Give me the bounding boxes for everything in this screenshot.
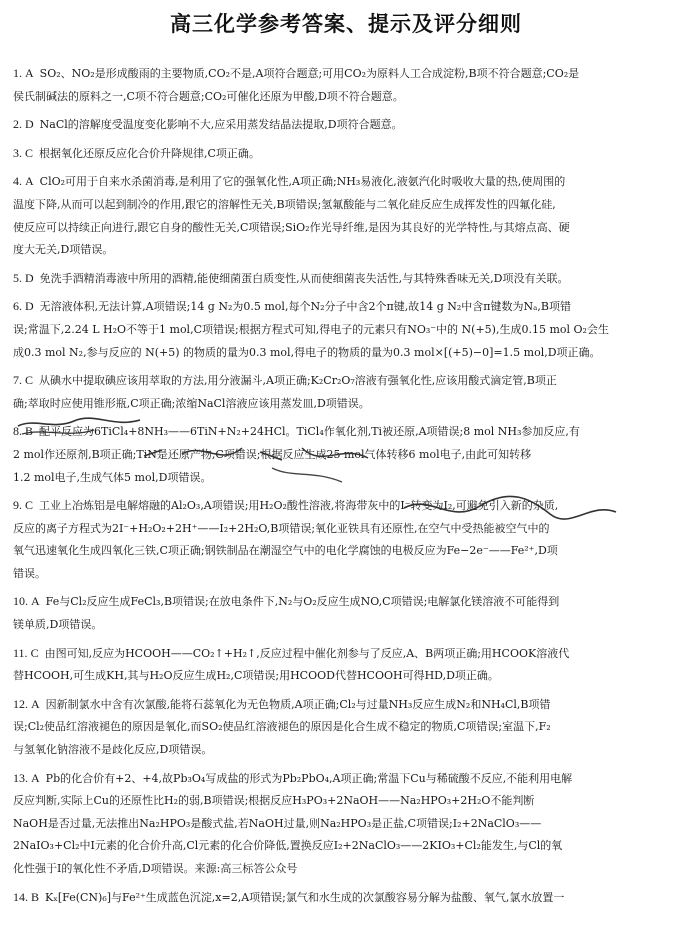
explanation-text: 度大无关,D项错误。 [13,243,114,257]
answer-letter: D [25,117,34,132]
answer-item [13,886,681,910]
answer-line [13,369,681,393]
answer-line [13,540,681,563]
answer-item [13,142,681,166]
answer-line [13,142,681,166]
question-number: 6. [13,299,22,314]
answer-line [13,813,681,836]
answer-line [13,217,681,240]
answer-line [13,590,681,614]
answer-letter: A [31,770,40,785]
answer-item [13,369,681,415]
explanation-text: 侯氏制碱法的原料之一,C项不符合题意;CO₂可催化还原为甲酸,D项不符合题意。 [13,89,404,103]
answer-letter: C [25,373,34,388]
answer-letter: A [25,66,34,80]
question-number: 7. [13,373,22,388]
answer-letter: A [31,696,40,711]
explanation-text: Pb的化合价有+2、+4,故Pb₃O₄写成盐的形式为Pb₂PbO₄,A项正确;常温下Cu与稀硫酸不反应,不能利用电解 [45,771,573,785]
answer-line [13,716,681,739]
answer-line [13,739,681,762]
answer-line [13,494,681,518]
answer-line [13,319,681,342]
answer-item [13,267,681,291]
answer-line [13,518,681,541]
answer-line [13,444,681,467]
explanation-text: NaOH是否过量,无法推出Na₂HPO₃是酸式盐,若NaOH过量,则Na₂HPO₃是正盐,C项错误;I₂+2NaClO₃—— [13,816,542,830]
explanation-text: 免洗手酒精消毒液中所用的酒精,能使细菌蛋白质变性,从而使细菌丧失活性,与其特殊香味无关,D项没有关联。 [39,271,569,285]
explanation-text: 反应判断,实际上Cu的还原性比H₂的弱,B项错误;根据反应H₃PO₃+2NaOH——Na₂HPO₃+2H₂O不能判断 [13,794,535,808]
answer-item [13,170,681,261]
answer-line [13,790,681,813]
answer-line [13,393,681,416]
answer-letter: D [25,270,34,285]
explanation-text: 成0.3 mol N₂,参与反应的 N(+5) 的物质的量为0.3 mol,得电子的物质的量为0.3 mol×[(+5)−0]=1.5 mol,D项正确。 [13,345,601,359]
explanation-text: 误;Cl₂使品红溶液褪色的原因是氧化,而SO₂使品红溶液褪色的原因是化合生成不稳定的物质,C项错误;室温下,F₂ [13,720,551,734]
explanation-text: NaCl的溶解度受温度变化影响不大,应采用蒸发结晶法提取,D项符合题意。 [39,118,403,132]
explanation-text: 配平反应为6TiCl₄+8NH₃——6TiN+N₂+24HCl。TiCl₄作氧化剂,Ti被还原,A项错误;8 mol NH₃参加反应,有 [39,425,580,439]
answer-line [13,614,681,637]
answer-line [13,170,681,194]
page-title: 高三化学参考答案、提示及评分细则 [170,12,522,36]
answer-item [13,62,681,108]
answer-line [13,835,681,858]
question-number: 10. [13,594,28,609]
question-number: 4. [13,174,22,189]
explanation-text: 工业上冶炼铝是电解熔融的Al₂O₃,A项错误;用H₂O₂酸性溶液,将海带灰中的I⁻转变为I₂,可避免引入新的杂质, [39,499,559,513]
answer-line [13,563,681,586]
answer-line [13,420,681,444]
answer-letter: C [30,645,39,660]
answer-letter: B [31,889,40,904]
question-number: 11. [13,645,28,660]
question-number: 13. [13,770,28,785]
answer-line [13,693,681,717]
question-number: 14. [13,889,28,904]
explanation-text: Kₓ[Fe(CN)₆]与Fe²⁺生成蓝色沉淀,x=2,A项错误;氯气和水生成的次氯酸容易分解为盐酸、氧气,氯水放置一 [45,890,565,904]
explanation-text: 根据氧化还原反应化合价升降规律,C项正确。 [39,146,260,160]
explanation-text: 确;萃取时应使用锥形瓶,C项正确;浓缩NaCl溶液应该用蒸发皿,D项错误。 [13,396,370,410]
explanation-text: Fe与Cl₂反应生成FeCl₃,B项错误;在放电条件下,N₂与O₂反应生成NO,C项错误;电解氯化镁溶液不可能得到 [45,595,560,609]
question-number: 3. [13,145,22,160]
question-number: 1. [13,66,22,80]
answer-line [13,642,681,666]
explanation-text: 2NaIO₃+Cl₂中I元素的化合价升高,Cl元素的化合价降低,置换反应I₂+2NaClO₃——2KIO₃+Cl₂能发生,与Cl的氧 [13,839,563,853]
answer-item [13,113,681,137]
explanation-text: 从碘水中提取碘应该用萃取的方法,用分液漏斗,A项正确;K₂Cr₂O₇溶液有强氧化性,应该用酸式滴定管,B项正 [39,374,557,388]
answer-line [13,113,681,137]
question-number: 9. [13,498,22,513]
answer-line [13,239,681,262]
answer-line [13,86,681,109]
answer-letter: D [25,299,34,314]
explanation-text: 1.2 mol电子,生成气体5 mol,D项错误。 [13,470,212,484]
answer-item [13,642,681,688]
answer-letter: C [25,498,34,513]
explanation-text: SO₂、NO₂是形成酸雨的主要物质,CO₂不是,A项符合题意;可用CO₂为原料人工合成淀粉,B项不符合题意;CO₂是 [39,67,580,80]
answer-item [13,494,681,585]
question-number: 8. [13,424,22,439]
answer-line [13,194,681,217]
answer-line [13,267,681,291]
answer-line [13,467,681,490]
question-number: 2. [13,117,22,132]
answer-line [13,342,681,365]
explanation-text: 温度下降,从而可以起到制冷的作用,跟它的溶解性无关,B项错误;氢氟酸能与二氧化硅反应生成挥发性的四氟化硅, [13,197,556,211]
answer-line [13,886,681,910]
answer-letter: C [25,145,34,160]
explanation-text: 由图可知,反应为HCOOH——CO₂↑+H₂↑,反应过程中催化剂参与了反应,A、B两项正确;用HCOOK溶液代 [44,646,570,660]
answer-item [13,295,681,364]
answer-line [13,665,681,688]
answer-letter: A [25,174,34,189]
answer-letter: A [31,594,40,609]
explanation-text: 2 mol作还原剂,B项正确;TiN是还原产物,C项错误;根据反应生成25 mol气体转移6 mol电子,由此可知转移 [13,447,532,461]
answer-list [13,62,681,909]
explanation-text: 无溶液体积,无法计算,A项错误;14 g N₂为0.5 mol,每个N₂分子中含2个π键,故14 g N₂中含π键数为Nₐ,B项错 [39,300,571,314]
explanation-text: 镁单质,D项错误。 [13,618,103,632]
explanation-text: ClO₂可用于自来水杀菌消毒,是利用了它的强氧化性,A项正确;NH₃易液化,液氨汽化时吸收大量的热,使周围的 [39,175,566,189]
answer-letter: B [25,424,34,439]
answer-line [13,858,681,881]
answer-line [13,767,681,791]
answer-item [13,590,681,636]
question-number: 12. [13,696,28,711]
answer-item [13,420,681,489]
explanation-text: 使反应可以持续正向进行,跟它自身的酸性无关,C项错误;SiO₂作光导纤维,是因为其良好的光学特性,与其熔点高、硬 [13,220,570,234]
explanation-text: 与氢氧化钠溶液不是歧化反应,D项错误。 [13,743,213,757]
answer-line [13,295,681,319]
explanation-text: 化性强于I的氧化性不矛盾,D项错误。来源:高三标答公众号 [13,862,298,875]
question-number: 5. [13,270,22,285]
explanation-text: 反应的离子方程式为2I⁻+H₂O₂+2H⁺——I₂+2H₂O,B项错误;氧化亚铁具有还原性,在空气中受热能被空气中的 [13,521,550,535]
explanation-text: 因新制氯水中含有次氯酸,能将石蕊氧化为无色物质,A项正确;Cl₂与过量NH₃反应生成N₂和NH₄Cl,B项错 [45,697,551,711]
explanation-text: 错误。 [13,566,46,580]
explanation-text: 替HCOOH,可生成KH,其与H₂O反应生成H₂,C项错误;用HCOOD代替HCOOH可得HD,D项正确。 [13,669,499,683]
explanation-text: 误;常温下,2.24 L H₂O不等于1 mol,C项错误;根据方程式可知,得电子的元素只有NO₃⁻中的 N(+5),生成0.15 mol O₂会生 [13,322,609,336]
explanation-text: 氧气迅速氧化生成四氧化三铁,C项正确;钢铁制品在潮湿空气中的电化学腐蚀的电极反应为Fe−2e⁻——Fe²⁺,D项 [13,544,558,558]
answer-item [13,767,681,881]
answer-line [13,62,681,86]
answer-item [13,693,681,762]
